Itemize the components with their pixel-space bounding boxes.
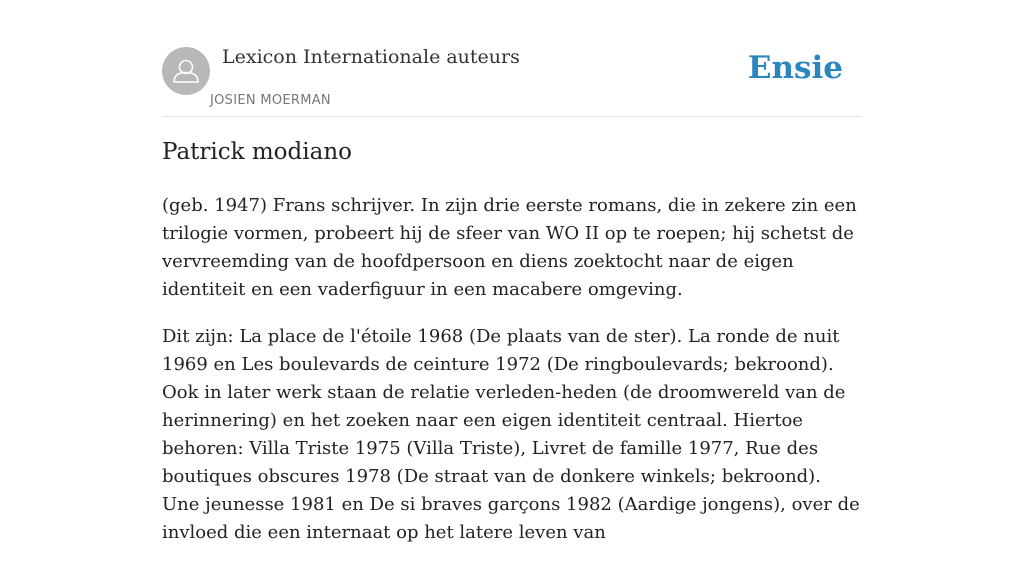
author-name[interactable]: JOSIEN MOERMAN (210, 93, 331, 108)
source-header (162, 0, 862, 117)
user-placeholder-icon[interactable] (162, 47, 210, 95)
source-title[interactable]: Lexicon Internationale auteurs (222, 46, 520, 68)
article-paragraph: Dit zijn: La place de l'étoile 1968 (De plaats van de ster). La ronde de nuit 1969 en Les boulevards de ceinture 1972 (De ringboulevards; bekroond). Ook in later werk staan de relatie verleden-heden (de droomwereld van de herinnering) en het zoeken naar een eigen identiteit centraal. Hiertoe behoren: Villa Triste 1975 (Villa Triste), Livret de famille 1977, Rue des boutiques obscures 1978 (De straat van de donkere winkels; bekroond). Une jeunesse 1981 en De si braves garçons 1982 (Aardige jongens), over de invloed die een internaat op het latere leven van (162, 326, 860, 543)
article-title: Patrick modiano (162, 139, 352, 165)
ensie-logo[interactable]: Ensie (747, 50, 843, 86)
article-paragraph: (geb. 1947) Frans schrijver. In zijn drie eerste romans, die in zekere zin een trilogie vormen, probeert hij de sfeer van WO II op te roepen; hij schetst de vervreemding van de hoofdpersoon en diens zoektocht naar de eigen identiteit en een vaderfiguur in een macabere omgeving. (162, 195, 857, 300)
article-content (162, 192, 862, 566)
